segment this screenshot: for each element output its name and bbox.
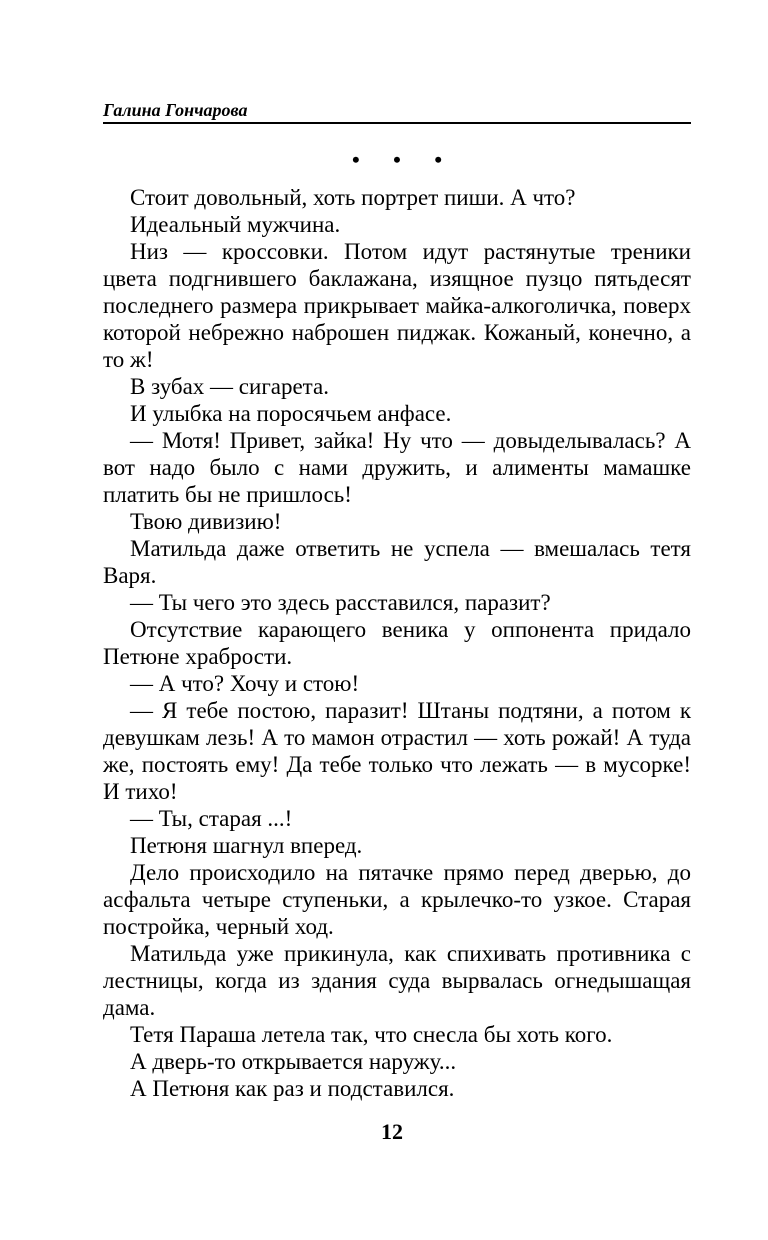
paragraph: — А что? Хочу и стою! (130, 671, 360, 696)
paragraph: Идеальный мужчина. (130, 212, 341, 237)
book-page (103, 0, 691, 1240)
body-text (103, 184, 691, 1102)
paragraph: Петюня шагнул вперед. (130, 833, 363, 858)
page-number: 12 (381, 1119, 403, 1144)
paragraph: Стоит довольный, хоть портрет пиши. А что? (130, 185, 576, 210)
paragraph: — Ты, старая ...! (130, 806, 293, 831)
paragraph: Твою дивизию! (130, 509, 282, 534)
paragraph: Отсутствие карающего веника у оппонента придало Петюне храбрости. (103, 617, 691, 669)
paragraph: — Ты чего это здесь расставился, паразит? (130, 590, 551, 615)
paragraph: Низ — кроссовки. Потом идут растянутые треники цвета подгнившего баклажана, изящное пузцо пятьдесят последнего размера прикрывает майка-алкоголичка, поверх которой небрежно наброшен пиджак. Кожаный, конечно, а то ж! (103, 239, 691, 372)
paragraph: — Мотя! Привет, зайка! Ну что — довыделывалась? А вот надо было с нами дружить, и алименты мамашке платить бы не пришлось! (103, 428, 691, 507)
paragraph: Матильда уже прикинула, как спихивать противника с лестницы, когда из здания суда вырвалась огнедышащая дама. (103, 941, 691, 1020)
paragraph: А дверь-то открывается наружу... (130, 1049, 457, 1074)
paragraph: Матильда даже ответить не успела — вмешалась тетя Варя. (103, 536, 691, 588)
scene-break: • • • (351, 147, 457, 172)
paragraph: Тетя Параша летела так, что снесла бы хоть кого. (130, 1022, 613, 1047)
paragraph: Дело происходило на пятачке прямо перед дверью, до асфальта четыре ступеньки, а крылечко-то узкое. Старая постройка, черный ход. (103, 860, 691, 939)
paragraph: И улыбка на поросячьем анфасе. (130, 401, 452, 426)
paragraph: А Петюня как раз и подставился. (130, 1076, 455, 1101)
running-head-author: Галина Гончарова (103, 100, 248, 120)
paragraph: В зубах — сигарета. (130, 374, 329, 399)
header-rule (103, 122, 691, 124)
paragraph: — Я тебе постою, паразит! Штаны подтяни, а потом к девушкам лезь! А то мамон отрастил — хоть рожай! А туда же, постоять ему! Да тебе только что лежать — в мусорке! И тихо! (103, 698, 691, 804)
